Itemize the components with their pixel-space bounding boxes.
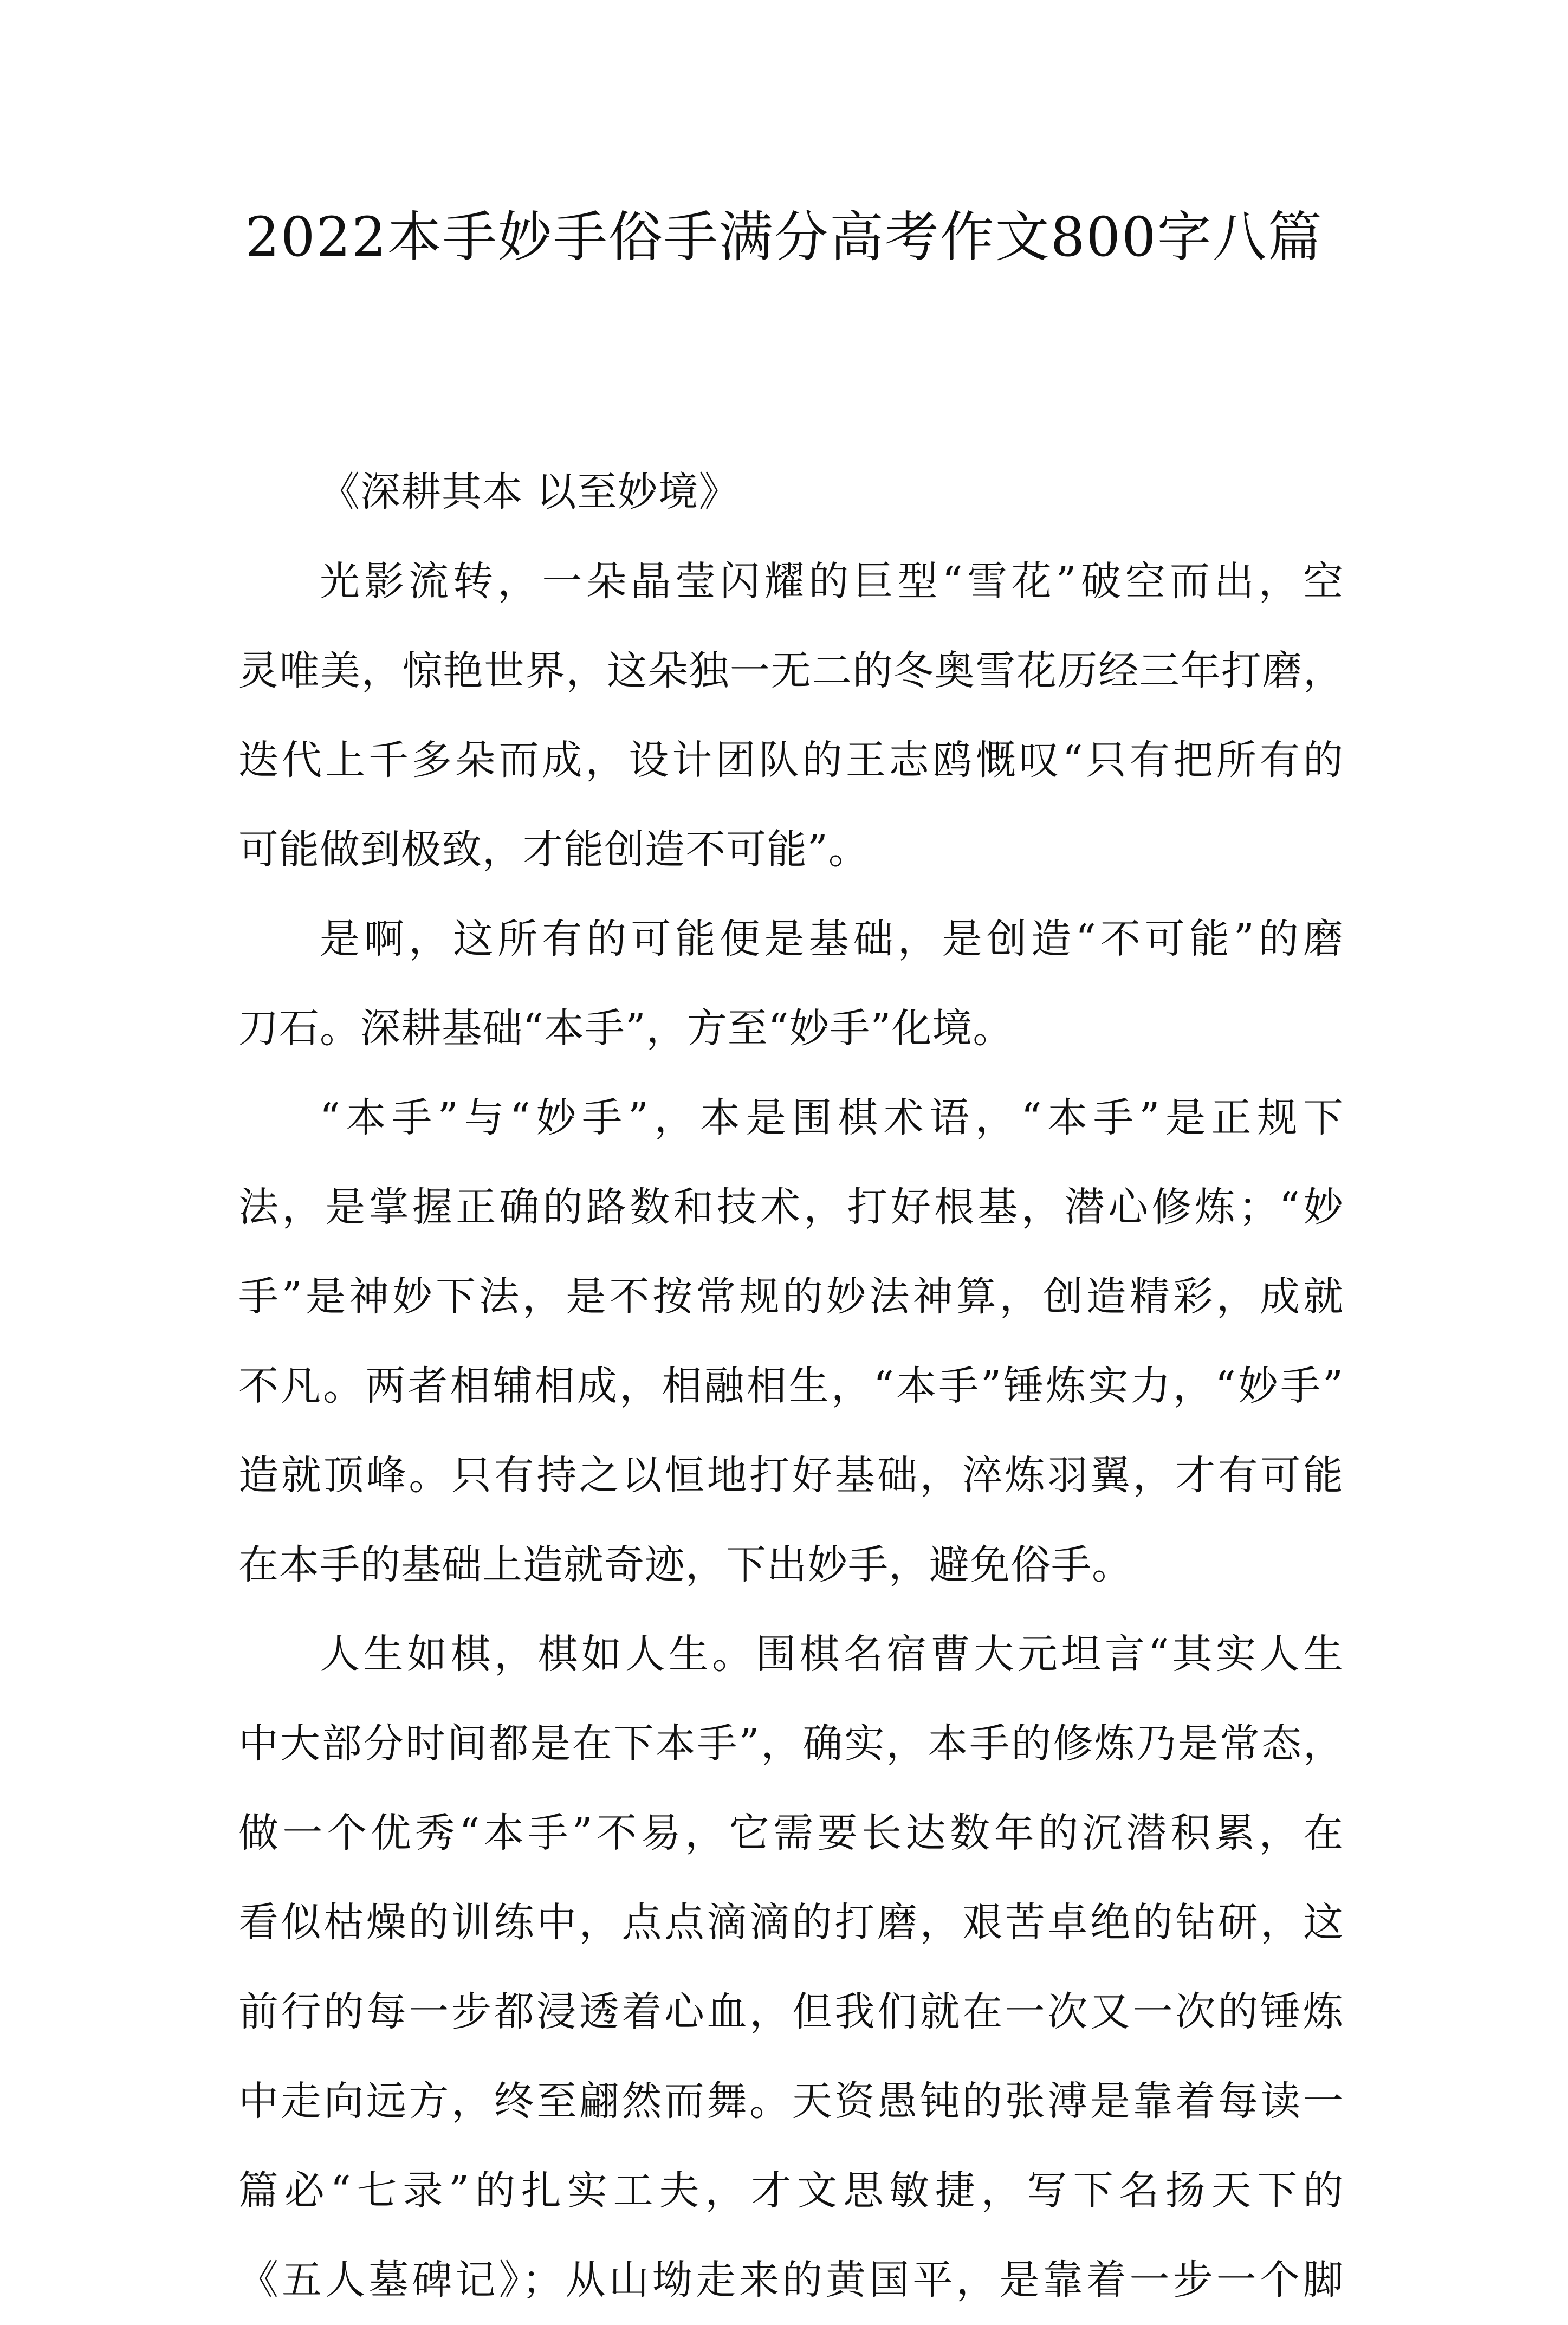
text-line: 人生如棋，棋如人生。围棋名宿曹大元坦言“其实人生: [320, 1631, 1344, 1678]
text-line: 做一个优秀“本手”不易，它需要长达数年的沉潜积累，在: [238, 1810, 1344, 1856]
text-line: 造就顶峰。只有持之以恒地打好基础，淬炼羽翼，才有可能: [238, 1452, 1344, 1499]
text-line: 手”是神妙下法，是不按常规的妙法神算，创造精彩，成就: [238, 1273, 1344, 1320]
text-line: 刀石。深耕基础“本手”，方至“妙手”化境。: [238, 1005, 1014, 1052]
text-line: 前行的每一步都浸透着心血，但我们就在一次又一次的锤炼: [238, 1989, 1344, 2035]
document-title: 2022本手妙手俗手满分高考作文800字八篇: [245, 205, 1323, 269]
essay-subtitle: 《深耕其本 以至妙境》: [320, 469, 740, 515]
text-line: 不凡。两者相辅相成，相融相生，“本手”锤炼实力，“妙手”: [238, 1363, 1344, 1409]
text-line: 在本手的基础上造就奇迹，下出妙手，避免俗手。: [238, 1542, 1132, 1588]
text-line: 看似枯燥的训练中，点点滴滴的打磨，艰苦卓绝的钻研，这: [238, 1899, 1344, 1946]
essay-body: [238, 448, 1344, 2325]
text-line: 中走向远方，终至翩然而舞。天资愚钝的张溥是靠着每读一: [238, 2078, 1344, 2125]
text-line: “本手”与“妙手”，本是围棋术语，“本手”是正规下: [320, 1095, 1344, 1141]
text-line: 光影流转，一朵晶莹闪耀的巨型“雪花”破空而出，空: [320, 558, 1344, 605]
text-line: 可能做到极致，才能创造不可能”。: [238, 826, 869, 873]
text-line: 法，是掌握正确的路数和技术，打好根基，潜心修炼；“妙: [238, 1184, 1344, 1230]
text-line: 中大部分时间都是在下本手”，确实，本手的修炼乃是常态，: [238, 1720, 1344, 1767]
text-line: 《五人墓碑记》；从山坳走来的黄国平，是靠着一步一个脚: [238, 2257, 1344, 2303]
text-line: 迭代上千多朵而成，设计团队的王志鸥慨叹“只有把所有的: [238, 737, 1344, 783]
text-line: 灵唯美，惊艳世界，这朵独一无二的冬奥雪花历经三年打磨，: [238, 647, 1344, 694]
text-line: 是啊，这所有的可能便是基础，是创造“不可能”的磨: [320, 916, 1344, 962]
text-line: 篇必“七录”的扎实工夫，才文思敏捷，写下名扬天下的: [238, 2167, 1344, 2214]
